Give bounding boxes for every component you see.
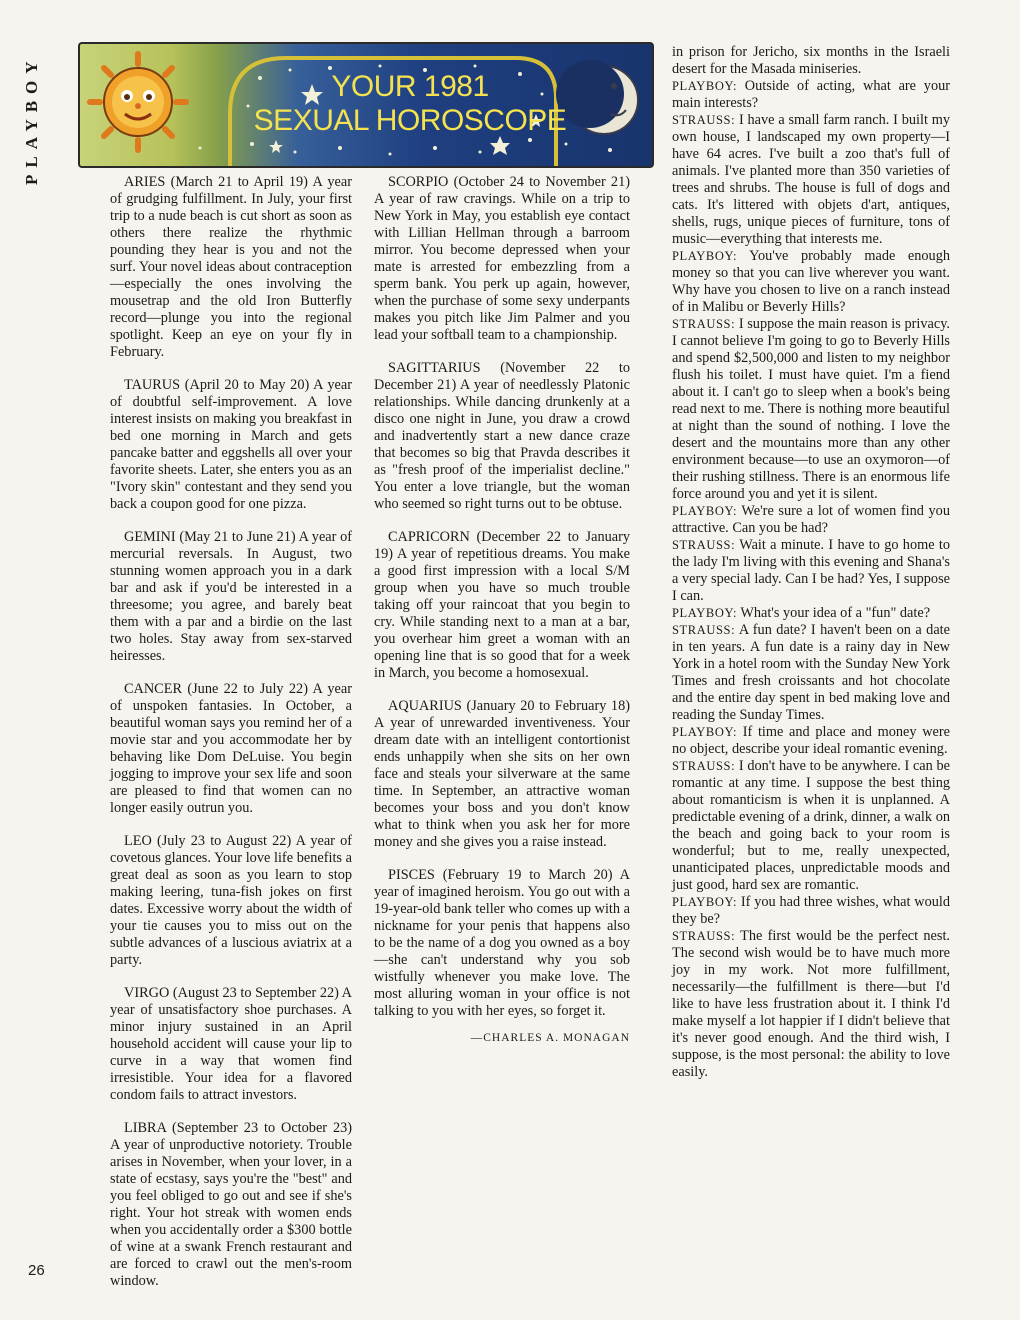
interview-paragraph (672, 622, 950, 724)
speaker-label: STRAUSS: (672, 759, 736, 773)
sign-dates: (March 21 to April 19) (170, 174, 308, 190)
horoscope-text: A year of grudging fulfillment. In July, your first trip to a nude beach is cut short as soon as others there realize the rhythmic pounding they hear is you and not the surf. Your novel ideas about contraception—especially the ones involving the mousetrap and the old Iron Butterfly record—plunge you into the regional spotlight. Keep an eye on your fly in February. (110, 174, 352, 360)
horoscope-text: A year of raw cravings. While on a trip to New York in May, you establish eye contact with Lillian Hellman through a barroom mirror. You become depressed when your mate is arrested for embezzling from a sperm bank. You perk up again, however, when the purchase of some sexy underpants makes you pitch like Jim Palmer and you lead your softball team to a championship. (374, 191, 630, 343)
horoscope-banner (78, 42, 654, 168)
interview-text: A fun date? I haven't been on a date in ten years. A fun date is a rainy day in New York in a hotel room with the Sunday New York Times and fresh croissants and hot chocolate and the entire day spent in bed making love and reading the Sunday Times. (672, 622, 950, 723)
sign-dates: (June 22 to July 22) (187, 681, 308, 697)
sign-name: VIRGO (124, 985, 170, 1001)
sign-name: CAPRICORN (388, 529, 470, 545)
interview-paragraph (672, 44, 950, 78)
interview-paragraph (672, 758, 950, 894)
interview-text: We're sure a lot of women find you attractive. Can you be had? (672, 503, 950, 536)
interview-text: The first would be the perfect nest. The second wish would be to have much more joy in my work. Not more fulfillment, necessarily—the fulfillment is there—but I'd like to have less frustration about it. I think I'd make myself a lot happier if I didn't believe that it's never good enough. And the third wish, I suppose, is the most personal: the ability to love easily. (672, 928, 950, 1080)
sign-name: ARIES (124, 174, 166, 190)
interview-text: I don't have to be anywhere. I can be romantic at any time. I suppose the best thing about romanticism is when it is unplanned. A predictable evening of a drink, dinner, a walk on the beach and going back to your room is wonderful; but to me, really unexpected, unanticipated places, unpredictable moods and just good, hard sex are romantic. (672, 758, 950, 893)
horoscope-text: A year of covetous glances. Your love life benefits a great deal as soon as you learn to stop making leering, tuna-fish jokes on first dates. Excessive worry about the width of your tie causes you to miss out on the subtle advances of a luscious aviatrix at a party. (110, 833, 353, 968)
interview-text: If time and place and money were no object, describe your ideal romantic evening. (672, 724, 950, 757)
horoscope-entry (110, 1120, 352, 1290)
horoscope-entry (110, 985, 352, 1104)
horoscope-entry (374, 174, 630, 344)
horoscope-entry (110, 681, 352, 817)
sign-dates: (May 21 to June 21) (179, 529, 296, 545)
sign-dates: (January 20 to February 18) (466, 698, 630, 714)
horoscope-text: A year of imagined heroism. You go out with a 19-year-old bank teller who comes up with a nickname for your penis that happens also to be the name of a dog you owned as a boy—she can't understand why you sob wistfully whenever you make love. The most alluring woman in your office is not talking to you with her eyes, so forget it. (374, 867, 630, 1019)
interview-paragraph (672, 894, 950, 928)
sign-dates: (July 23 to August 22) (156, 833, 292, 849)
horoscope-text: A year of repetitious dreams. You make a good first impression with a local S/M group when you have so much trouble taking off your raincoat that you begin to cry. While standing next to a man at a bar, you overhear him greet a woman with an opening line that is so good that for a week in March, you become a homosexual. (374, 546, 630, 681)
interview-text: I have a small farm ranch. I built my own house, I landscaped my own property—I have 64 acres. I've built a zoo that's full of animals. I've planted more than 350 varieties of trees and shrubs. The house is full of dogs and cats. It's littered with objets d'art, antiques, shells, rugs, unique pieces of furniture, tons of music—everything that interests me. (672, 112, 951, 247)
horoscope-text: A year of doubtful self-improvement. A love interest insists on making you breakfast in bed one morning in March and gets pancake batter and eggshells all over your favorite sheets. Later, she enters you as an "Ivory skin" contestant and they send you back a coupon good for one pizza. (110, 377, 352, 512)
horoscope-entry (110, 174, 352, 361)
interview-paragraph (672, 605, 950, 622)
sign-dates: (November 22 to December 21) (374, 360, 631, 393)
banner-title-line1: YOUR 1981 (331, 70, 489, 103)
sign-dates: (February 19 to March 20) (442, 867, 613, 883)
magazine-name-sidebar: PLAYBOY (22, 54, 41, 186)
speaker-label: PLAYBOY: (672, 79, 738, 93)
speaker-label: STRAUSS: (672, 929, 736, 943)
horoscope-entry (374, 529, 630, 682)
speaker-label: PLAYBOY: (672, 606, 738, 620)
speaker-label: STRAUSS: (672, 623, 736, 637)
interview-paragraph (672, 248, 950, 316)
interview-paragraph (672, 724, 950, 758)
sign-name: LEO (124, 833, 152, 849)
interview-text: I suppose the main reason is privacy. I cannot believe I'm going to go to Beverly Hills and spend $2,500,000 and listen to my neighbor flush his toilet. I must have quiet. I'm a fiend about it. I can't go to sleep when a book's being read next to me. There is nothing more beautiful at night than the sound of nothing. I love the desert and the mountains more than any other environment because—to use an oxymoron—of their rushing stillness. There is an enormous life force around you and yet it is silent. (672, 316, 950, 502)
speaker-label: STRAUSS: (672, 113, 736, 127)
interview-paragraph (672, 112, 950, 248)
speaker-label: PLAYBOY: (672, 249, 738, 263)
interview-text: in prison for Jericho, six months in the Israeli desert for the Masada miniseries. (672, 44, 950, 77)
sign-name: CANCER (124, 681, 182, 697)
horoscope-text: A year of needlessly Platonic relationships. While dancing drunkenly at a disco one night in June, you draw a crowd and inadvertently start a new dance craze that becomes so big that Pravda describes it as "fresh proof of the imperialist decline." You enter a love triangle, but the woman who seemed so right turns out to be obtuse. (374, 377, 630, 512)
banner-title-line2: SEXUAL HOROSCOPE (253, 104, 567, 137)
sign-dates: (October 24 to November 21) (453, 174, 630, 190)
horoscope-entry (374, 698, 630, 851)
interview-paragraph (672, 928, 950, 1081)
speaker-label: STRAUSS: (672, 538, 736, 552)
sign-name: TAURUS (124, 377, 181, 393)
interview-paragraph (672, 78, 950, 112)
sign-name: SAGITTARIUS (388, 360, 481, 376)
horoscope-entry (374, 867, 630, 1020)
horoscope-entry (110, 377, 352, 513)
page-number: 26 (28, 1262, 45, 1279)
sign-name: SCORPIO (388, 174, 449, 190)
byline: —CHARLES A. MONAGAN (470, 1032, 630, 1044)
interview-paragraph (672, 503, 950, 537)
interview-column (672, 44, 950, 1081)
speaker-label: PLAYBOY: (672, 725, 738, 739)
interview-paragraph (672, 316, 950, 503)
interview-text: Wait a minute. I have to go home to the lady I'm living with this evening and Shana's a very special lady. Can I be had? Yes, I suppose I can. (672, 537, 950, 604)
speaker-label: STRAUSS: (672, 317, 736, 331)
sign-name: AQUARIUS (388, 698, 462, 714)
sign-dates: (August 23 to September 22) (172, 985, 339, 1001)
interview-text: If you had three wishes, what would they be? (672, 894, 950, 927)
horoscope-entry (110, 833, 352, 969)
speaker-label: PLAYBOY: (672, 504, 738, 518)
horoscope-text: A year of unproductive notoriety. Trouble arises in November, when your lover, in a state of ecstasy, says you're the "best" and you feel obliged to go out and see if she's right. Your hot streak with women ends when you accidentally order a $300 bottle of wine at a swank French restaurant and are forced to crawl out the men's-room window. (110, 1137, 352, 1289)
interview-text: What's your idea of a "fun" date? (740, 605, 931, 621)
sun-face-icon (90, 54, 186, 150)
interview-text: Outside of acting, what are your main interests? (672, 78, 950, 111)
horoscope-column-left (110, 174, 352, 1306)
sign-name: PISCES (388, 867, 435, 883)
sign-name: LIBRA (124, 1120, 167, 1136)
speaker-label: PLAYBOY: (672, 895, 738, 909)
interview-paragraph (672, 537, 950, 605)
horoscope-text: A year of unspoken fantasies. In October, a beautiful woman says you remind her of a movie star and you accommodate her by behaving like Dom DeLuise. You begin jogging to improve your sex life and soon are pleased to find that women can no longer easily outrun you. (110, 681, 352, 816)
horoscope-text: A year of unrewarded inventiveness. Your dream date with an intelligent contortionist ends unhappily when she sits on her own face and steals your silverware at the same time. In September, an attractive woman becomes your boss and you don't know what to think when you ask her for more money and she gives you a raise instead. (374, 715, 630, 850)
interview-text: You've probably made enough money so that you can live wherever you want. Why have you chosen to live on a ranch instead of in Malibu or Beverly Hills? (672, 248, 951, 315)
horoscope-text: A year of unsatisfactory shoe purchases. A minor injury sustained in an April household accident will cause your lip to curve in a way that women find irresistible. Your idea for a flavored condom fails to attract investors. (110, 985, 352, 1103)
horoscope-entry (374, 360, 630, 513)
horoscope-entry (110, 529, 352, 665)
sign-dates: (September 23 to October 23) (172, 1120, 353, 1136)
sign-dates: (April 20 to May 20) (184, 377, 310, 393)
horoscope-column-middle (374, 174, 630, 1047)
sign-dates: (December 22 to January 19) (374, 529, 630, 562)
sign-name: GEMINI (124, 529, 176, 545)
horoscope-text: A year of mercurial reversals. In August, two stunning women approach you in a dark bar and ask if you'd be interested in a threesome; you agree, and barely beat them with a par and a birdie on the last two holes. Stay away from sex-starved heiresses. (110, 529, 352, 664)
banner-title (250, 70, 570, 138)
